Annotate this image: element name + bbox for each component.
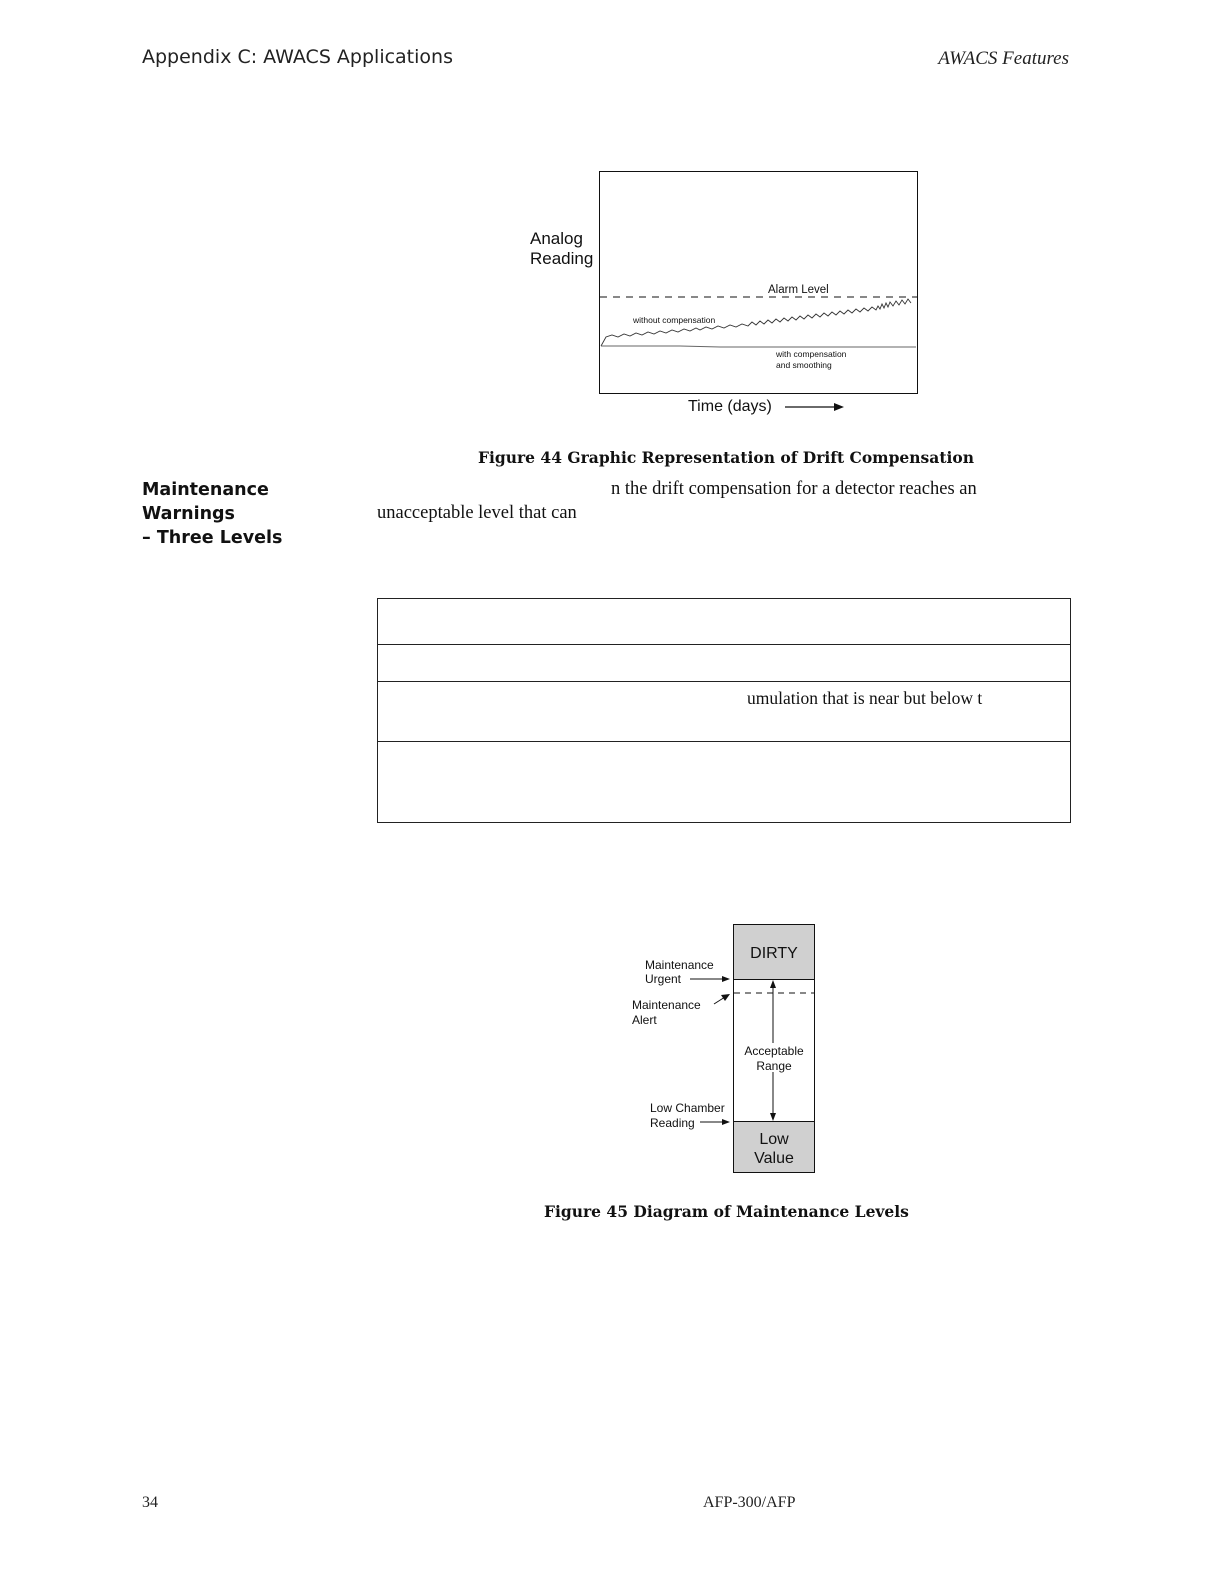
acceptable-range-label-line2: Range — [756, 1059, 792, 1073]
dirty-label: DIRTY — [750, 945, 798, 962]
section-heading-line2: – Three Levels — [142, 528, 283, 548]
drift-compensation-figure — [0, 0, 1224, 440]
page-number: 34 — [142, 1494, 158, 1511]
figure-45-caption: Figure 45 Diagram of Maintenance Levels — [544, 1202, 909, 1221]
low-value-label-line1: Low — [759, 1131, 789, 1148]
urgent-arrowhead-icon — [722, 976, 730, 982]
table-row-divider — [378, 741, 1070, 742]
low-chamber-arrowhead-icon — [722, 1119, 730, 1125]
maintenance-alert-label-line1: Maintenance — [632, 998, 701, 1012]
section-heading-line1: Maintenance Warnings — [142, 480, 269, 524]
low-chamber-label-line1: Low Chamber — [650, 1101, 725, 1115]
maintenance-urgent-label-line2: Urgent — [645, 972, 682, 986]
with-compensation-trace — [601, 346, 916, 347]
with-compensation-label-line1: with compensation — [776, 349, 847, 359]
document-id: AFP-300/AFP — [703, 1494, 796, 1511]
y-axis-label-line1: Analog — [530, 229, 583, 248]
maintenance-table — [377, 598, 1071, 823]
alert-arrowhead-icon — [721, 994, 730, 1001]
figure-44-caption: Figure 44 Graphic Representation of Drift Compensation — [478, 448, 974, 467]
table-cell-text: umulation that is near but below t — [747, 688, 983, 708]
body-text-line1: n the drift compensation for a detector reaches an — [611, 479, 977, 499]
plot-frame — [600, 172, 918, 394]
running-header-chapter: Appendix C: AWACS Applications — [142, 46, 453, 68]
maintenance-urgent-label-line1: Maintenance — [645, 958, 714, 972]
x-axis-label: Time (days) — [688, 398, 772, 415]
acceptable-range-label-line1: Acceptable — [744, 1044, 804, 1058]
time-arrowhead-icon — [834, 403, 844, 411]
table-row-divider — [378, 681, 1070, 682]
low-chamber-label-line2: Reading — [650, 1116, 695, 1130]
low-value-label-line2: Value — [754, 1150, 794, 1167]
with-compensation-label-line2: and smoothing — [776, 360, 832, 370]
body-text-line2: unacceptable level that can — [377, 503, 577, 523]
maintenance-alert-label-line2: Alert — [632, 1013, 657, 1027]
table-row-divider — [378, 644, 1070, 645]
y-axis-label-line2: Reading — [530, 249, 594, 268]
alarm-level-label: Alarm Level — [768, 284, 829, 296]
section-heading — [142, 478, 362, 550]
running-header-section: AWACS Features — [938, 48, 1069, 69]
without-compensation-label: without compensation — [633, 315, 716, 325]
maintenance-levels-figure — [0, 900, 1224, 1190]
